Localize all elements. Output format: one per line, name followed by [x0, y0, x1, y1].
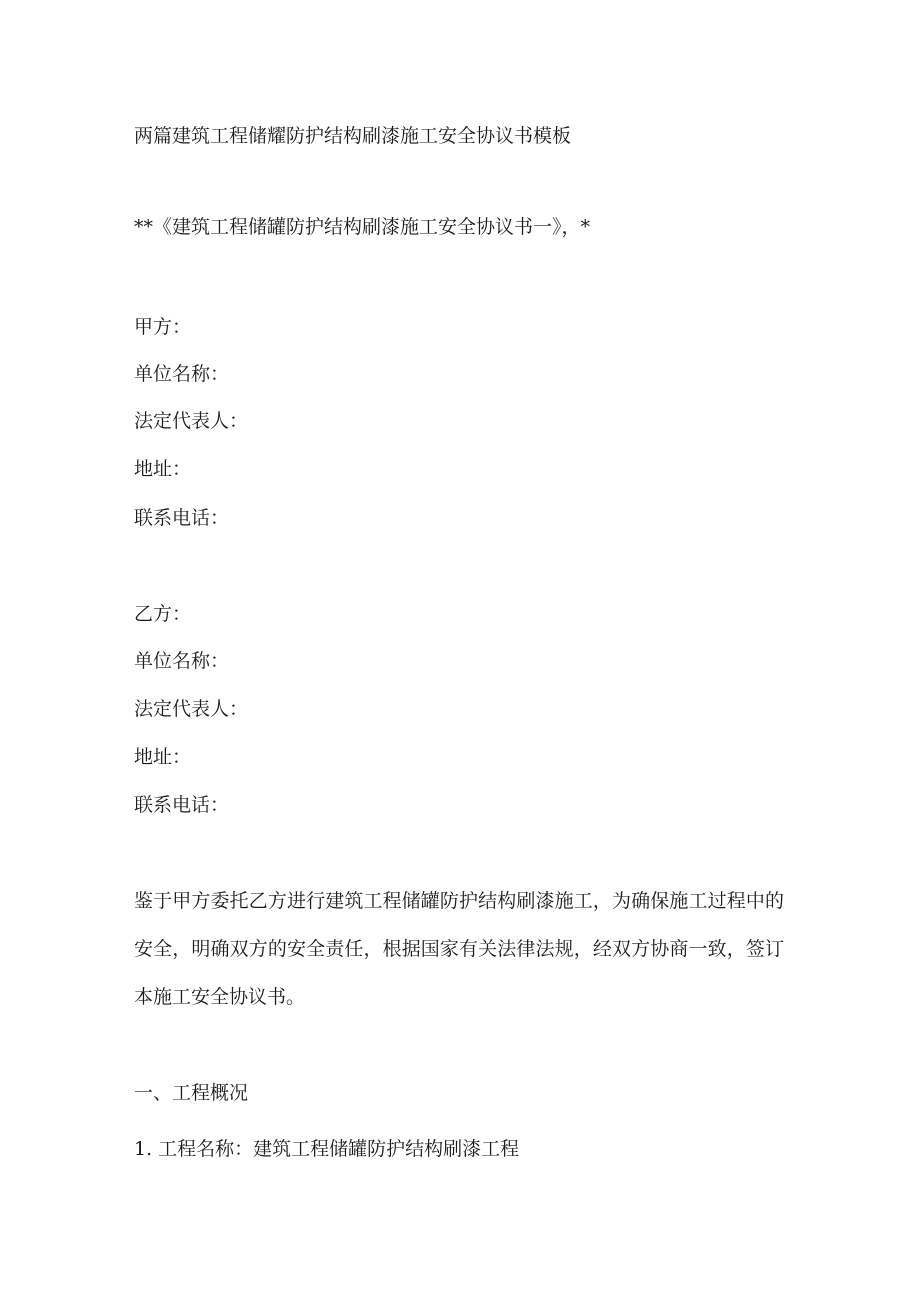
party-a-heading: 甲方： [134, 316, 192, 338]
section-1-item-1: 1. 工程名称：建筑工程储罐防护结构刷漆工程 [134, 1138, 520, 1160]
party-a-legal-rep: 法定代表人： [134, 410, 249, 432]
party-a-unit-name: 单位名称： [134, 363, 230, 385]
party-b-unit-name: 单位名称： [134, 650, 230, 672]
party-b-heading: 乙方： [134, 603, 192, 625]
document-title: 两篇建筑工程储耀防护结构刷漆施工安全协议书模板 [134, 125, 572, 147]
party-a-address: 地址： [134, 458, 192, 480]
agreement-subtitle: **《建筑工程储罐防护结构刷漆施工安全协议书一》，* [134, 216, 591, 238]
party-b-address: 地址： [134, 746, 192, 768]
section-1-heading: 一、工程概况 [134, 1082, 249, 1104]
party-b-phone: 联系电话： [134, 794, 230, 816]
preamble-paragraph: 鉴于甲方委托乙方进行建筑工程储罐防护结构刷漆施工，为确保施工过程中的安全，明确双方的安全责任，根据国家有关法律法规，经双方协商一致，签订本施工安全协议书。 [134, 890, 784, 1008]
party-a-phone: 联系电话： [134, 507, 230, 529]
party-b-legal-rep: 法定代表人： [134, 698, 249, 720]
